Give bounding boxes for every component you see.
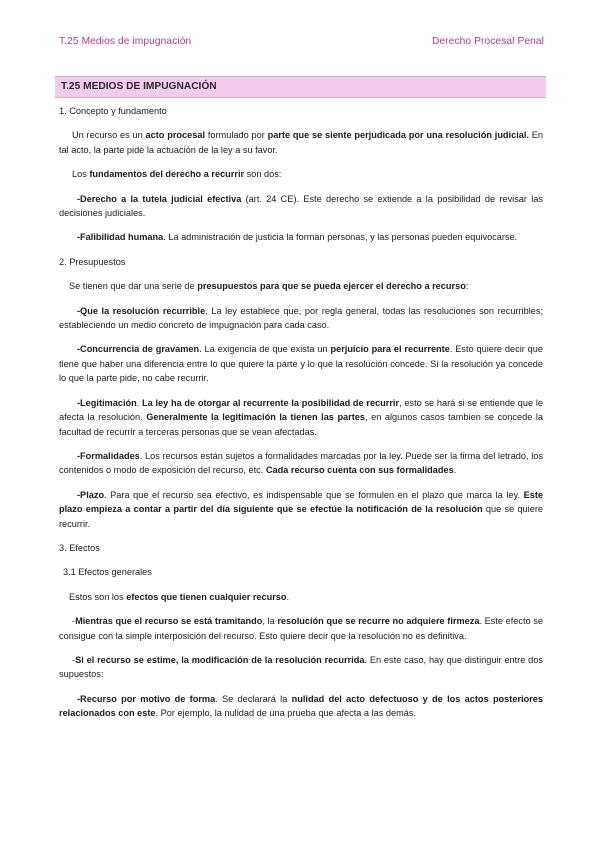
section-heading-efectos: 3. Efectos <box>59 542 100 553</box>
chapter-title: T.25 MEDIOS DE IMPUGNACIÓN <box>61 81 217 92</box>
paragraph-tutela: -Derecho a la tutela judicial efectiva (art. 24 CE). Este derecho se extiende a la posibilidad de revisar las decisiones judiciales. <box>59 193 543 219</box>
paragraph-gravamen: -Concurrencia de gravamen. La exigencia de que exista un perjuicio para el recurrente. Esto quiere decir que tiene que haber una diferencia entre lo que quiere la parte y lo que la resolución concede. Si la resolución ya concede lo que la parte pide, no cabe recurrir. <box>59 344 543 384</box>
section-heading-presupuestos: 2. Presupuestos <box>59 256 126 267</box>
paragraph-motivo-forma: -Recurso por motivo de forma. Se declarará la nulidad del acto defectuoso y de los actos posteriores relacionados con este. Por ejemplo, la nulidad de una prueba que afecta a las demás. <box>59 693 543 719</box>
paragraph-plazo: -Plazo. Para que el recurso sea efectivo, es indispensable que se formulen en el plazo que marca la ley. Este plazo empieza a contar a partir del día siguiente que se efectúe la notificación de la resolución que se quiere recurrir. <box>59 489 543 529</box>
paragraph-fundamentos: Los fundamentos del derecho a recurrir son dos: <box>72 169 282 180</box>
paragraph-presupuestos-intro: Se tienen que dar una serie de presupuestos para que se pueda ejercer el derecho a recurso: <box>69 281 469 292</box>
paragraph-falibilidad: -Falibilidad humana. La administración de justicia la forman personas, y las personas pueden equivocarse. <box>77 232 518 243</box>
paragraph-definition: Un recurso es un acto procesal formulado por parte que se siente perjudicada por una resolución judicial. En tal acto, la parte pide la actuación de la ley a su favor. <box>59 130 544 155</box>
paragraph-formalidades: -Formalidades. Los recursos están sujetos a formalidades marcadas por la ley. Puede ser la firma del letrado, los contenidos o modo de exposición del recurso, etc. Cada recurso cuenta con sus formalidades. <box>59 450 543 476</box>
document-body <box>59 104 543 721</box>
paragraph-resolucion-recurrible: -Que la resolución recurrible. La ley establece que, por regla general, todas las resoluciones son recurribles; estableciendo un medio concreto de impugnación para cada caso. <box>59 305 544 331</box>
section-heading-concepto: 1. Concepto y fundamento <box>59 106 167 116</box>
paragraph-legitimacion: -Legitimación. La ley ha de otorgar al recurrente la posibilidad de recurrir, esto se hará si se entiende que le afecta la resolución. Generalmente la legitimación la tienen las partes, en algunos casos tambien se concede la facultad de recurrir a terceras personas que se vean afectadas. <box>59 397 543 437</box>
chapter-title-bar <box>55 76 546 98</box>
subsection-heading-efectos-generales: 3.1 Efectos generales <box>63 567 152 578</box>
running-header-left: T.25 Medios de impugnación <box>59 36 192 47</box>
paragraph-estimacion: -Si el recurso se estime, la modificación de la resolución recurrida. En este caso, hay que distinguir entre dos supuestos: <box>59 654 543 680</box>
running-header-right: Derecho Procesal Penal <box>431 36 544 47</box>
paragraph-firmeza: -Mientras que el recurso se está tramitando, la resolución que se recurre no adquiere firmeza. Este efecto se consigue con la simple interposición del recurso. Esto quiere decir que la resolución no es definitiva. <box>59 616 543 641</box>
paragraph-efectos-intro: Estos son los efectos que tienen cualquier recurso. <box>69 591 290 602</box>
